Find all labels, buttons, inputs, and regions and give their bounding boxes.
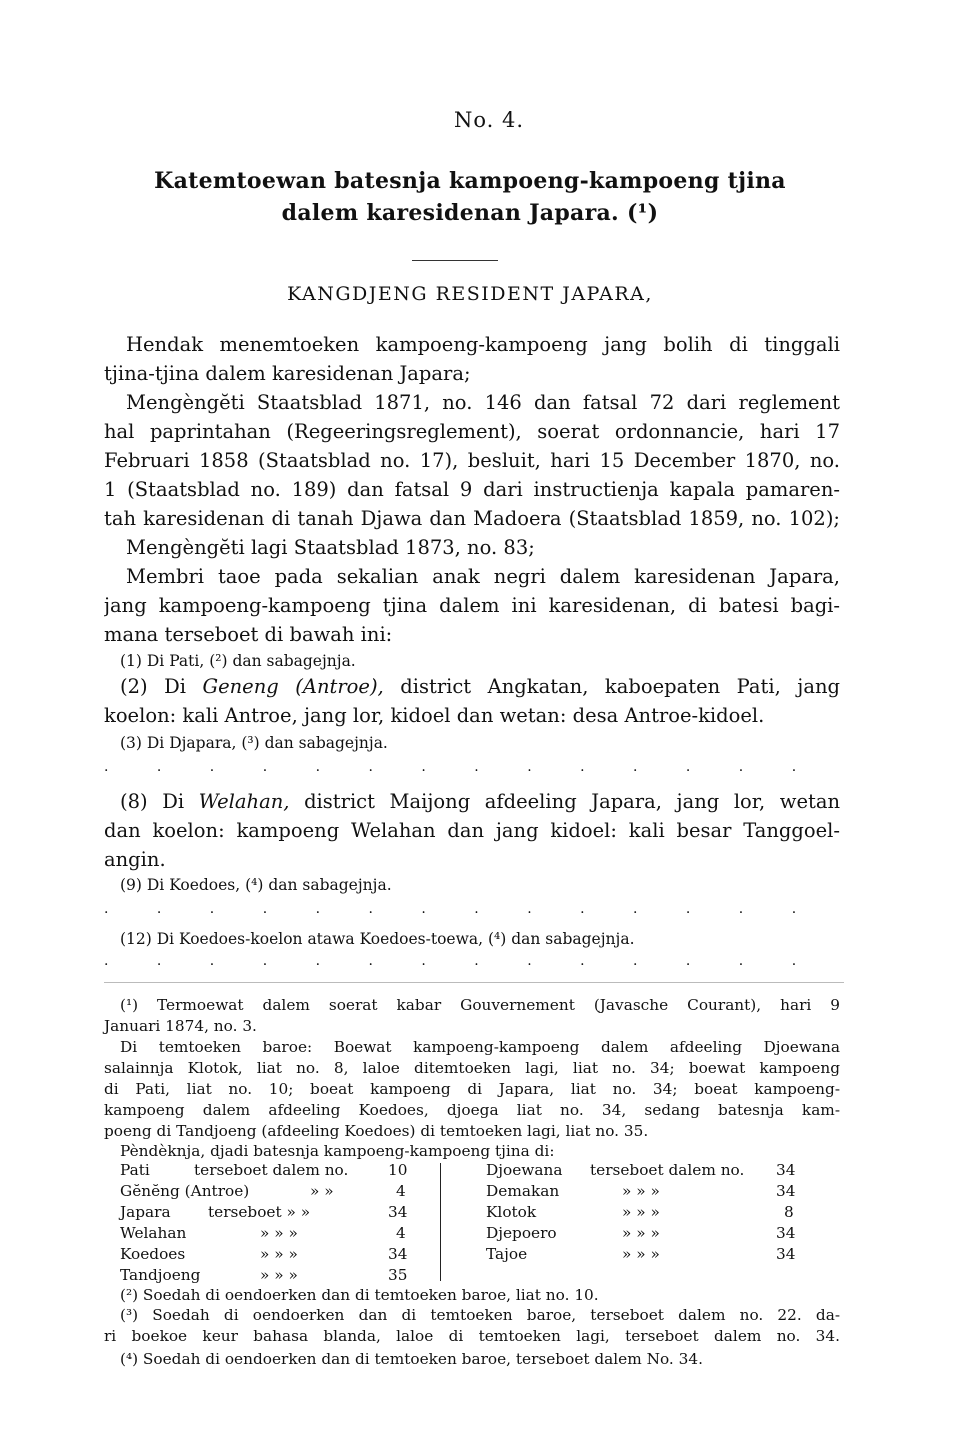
article-12: (12) Di Koedoes-koelon atawa Koedoes-toewa, (⁴) dan sabagejnja. xyxy=(120,930,635,948)
preamble-line: Hendak menemtoeken kampoeng-kampoeng jang bolih di tinggali xyxy=(126,333,840,356)
document-title-line-1: Katemtoewan batesnja kampoeng-kampoeng tjina xyxy=(154,168,786,194)
document-number: No. 4. xyxy=(453,108,525,132)
omission-dots: · · · · · · · · · · · · · · xyxy=(104,958,819,972)
preamble-line: 1 (Staatsblad no. 189) dan fatsal 9 dari instructienja kapala pamaren- xyxy=(104,478,840,501)
document-title-line-2: dalem karesidenan Japara. (¹) xyxy=(281,200,659,226)
preamble-line: Mengèngĕti lagi Staatsblad 1873, no. 83; xyxy=(126,536,535,559)
footnote-1-line-2: Januari 1874, no. 3. xyxy=(104,1017,257,1035)
footnote-3-line-2: ri boekoe keur bahasa blanda, laloe di temtoeken lagi, terseboet dalem no. 34. xyxy=(104,1327,840,1345)
article-8-line-3: angin. xyxy=(104,848,166,871)
preamble-line: tjina-tjina dalem karesidenan Japara; xyxy=(104,362,471,385)
preamble-line: jang kampoeng-kampoeng tjina dalem ini karesidenan, di batesi bagi- xyxy=(104,594,840,617)
table-row: Koedoes » » » 34 xyxy=(120,1245,408,1263)
footnote-4: (⁴) Soedah di oendoerken dan di temtoeken baroe, terseboet dalem No. 34. xyxy=(120,1350,703,1368)
footnote-1-body-line: kampoeng dalem afdeeling Koedoes, djoega liat no. 34, sedang batesnja kam- xyxy=(104,1101,840,1119)
table-row: Gĕnĕng (Antroe) » » 4 xyxy=(120,1182,406,1200)
preamble-line: hal paprintahan (Regeeringsreglement), soerat ordonnancie, hari 17 xyxy=(104,420,840,443)
table-row: Djepoero » » » 34 xyxy=(486,1224,796,1242)
table-row: Japara terseboet » » 34 xyxy=(120,1203,408,1221)
article-1: (1) Di Pati, (²) dan sabagejnja. xyxy=(120,652,356,670)
footnote-1-body-line: Di temtoeken baroe: Boewat kampoeng-kampoeng dalem afdeeling Djoewana xyxy=(120,1038,840,1056)
preamble-line: tah karesidenan di tanah Djawa dan Madoera (Staatsblad 1859, no. 102); xyxy=(104,507,840,530)
table-column-divider xyxy=(440,1163,441,1281)
preamble-line: Membri taoe pada sekalian anak negri dalem karesidenan Japara, xyxy=(126,565,840,588)
article-8-line-2: dan koelon: kampoeng Welahan dan jang kidoel: kali besar Tanggoel- xyxy=(104,819,840,842)
preamble-line: Februari 1858 (Staatsblad no. 17), besluit, hari 15 December 1870, no. xyxy=(104,449,840,472)
footnote-1-body-line: di Pati, liat no. 10; boeat kampoeng di Japara, liat no. 34; boeat kampoeng- xyxy=(104,1080,840,1098)
title-divider xyxy=(412,260,498,261)
preamble-line: Mengèngĕti Staatsblad 1871, no. 146 dan fatsal 72 dari reglement xyxy=(126,391,840,414)
article-9: (9) Di Koedoes, (⁴) dan sabagejnja. xyxy=(120,876,392,894)
footnote-1-line-1: (¹) Termoewat dalem soerat kabar Gouvernement (Javasche Courant), hari 9 xyxy=(120,996,840,1014)
omission-dots: · · · · · · · · · · · · · · xyxy=(104,764,819,778)
table-row: Welahan » » » 4 xyxy=(120,1224,406,1242)
footnote-divider xyxy=(104,982,844,983)
preamble-line: mana terseboet di bawah ini: xyxy=(104,623,393,646)
summary-table-right xyxy=(486,1160,806,1265)
omission-dots: · · · · · · · · · · · · · · xyxy=(104,906,819,920)
table-row: Tandjoeng » » » 35 xyxy=(120,1266,408,1284)
article-2-line-1: (2) Di Geneng (Antroe), district Angkatan, kaboepaten Pati, jang xyxy=(120,675,840,698)
footnote-2: (²) Soedah di oendoerken dan di temtoeken baroe, liat no. 10. xyxy=(120,1286,599,1304)
issuing-authority: KANGDJENG RESIDENT JAPARA, xyxy=(287,283,653,305)
article-2-line-2: koelon: kali Antroe, jang lor, kidoel dan wetan: desa Antroe-kidoel. xyxy=(104,704,765,727)
footnote-1-body-line: poeng di Tandjoeng (afdeeling Koedoes) di temtoeken lagi, liat no. 35. xyxy=(104,1122,649,1140)
table-row: Djoewana terseboet dalem no. 34 xyxy=(486,1161,796,1179)
table-row: Demakan » » » 34 xyxy=(486,1182,796,1200)
summary-table-left xyxy=(120,1160,420,1286)
article-8-line-1: (8) Di Welahan, district Maijong afdeeling Japara, jang lor, wetan xyxy=(120,790,840,813)
footnote-1-summary: Pèndèknja, djadi batesnja kampoeng-kampoeng tjina di: xyxy=(120,1142,555,1160)
table-row: Pati terseboet dalem no. 10 xyxy=(120,1161,408,1179)
table-row: Tajoe » » » 34 xyxy=(486,1245,796,1263)
footnote-1-body-line: salainnja Klotok, liat no. 8, laloe ditemtoeken lagi, liat no. 34; boewat kampoeng xyxy=(104,1059,840,1077)
article-3: (3) Di Djapara, (³) dan sabagejnja. xyxy=(120,734,388,752)
footnote-3-line-1: (³) Soedah di oendoerken dan di temtoeken baroe, terseboet dalem no. 22. da- xyxy=(120,1306,840,1324)
table-row: Klotok » » » 8 xyxy=(486,1203,794,1221)
